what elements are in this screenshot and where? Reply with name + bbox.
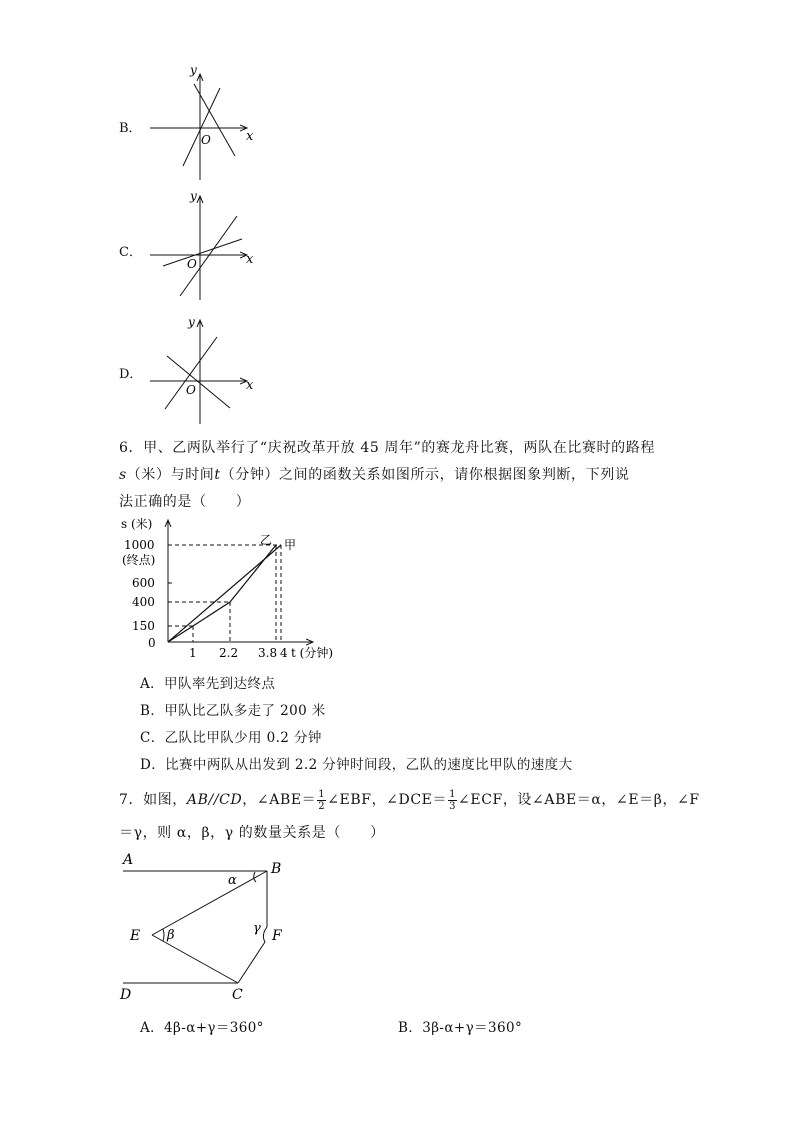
x-label: x (246, 252, 254, 267)
y-tick-150: 150 (132, 619, 155, 633)
x-tick-3-8: 3.8 (258, 646, 278, 660)
segment-ec (152, 935, 238, 983)
option-c-label: C． (119, 245, 142, 260)
frac2-den: 3 (449, 800, 457, 812)
q6-line2 (119, 464, 629, 484)
option-c-graph (145, 188, 265, 303)
q7-parallel: AB//CD (186, 792, 243, 808)
angle-beta-label: β (167, 928, 175, 943)
origin-label: O (201, 133, 211, 147)
q7-line1 (119, 784, 700, 816)
frac2-num: 1 (449, 788, 457, 800)
segment-fc (238, 942, 265, 983)
point-b: B (271, 861, 282, 877)
x-axis-label: t (分钟) (291, 646, 334, 660)
q6-line1: 6．甲、乙两队举行了“庆祝改革开放 45 周年”的赛龙舟比赛，两队在比赛时的路程 (119, 440, 655, 456)
fraction-third (448, 789, 457, 812)
origin-label: O (186, 383, 196, 397)
fraction-half (317, 789, 326, 812)
q7-setup: ，设∠ABE＝α，∠E＝β，∠F (502, 792, 700, 808)
point-c: C (232, 987, 243, 1003)
q7-figure (115, 850, 315, 1005)
x-tick-4: 4 (280, 646, 288, 660)
option-b-graph (145, 62, 265, 182)
point-a: A (123, 852, 134, 868)
origin-label: 0 (148, 636, 156, 650)
x-tick-1: 1 (189, 646, 197, 660)
frac1-num: 1 (318, 788, 326, 800)
vertex-f-curve (263, 927, 267, 942)
y-axis-label: s (米) (121, 517, 153, 531)
y-label: y (190, 189, 197, 203)
angle-alpha-label: α (228, 873, 237, 888)
line-1 (183, 88, 220, 166)
q6-graph (118, 514, 358, 664)
option-d-label: D． (119, 367, 143, 382)
frac1-den: 2 (318, 800, 326, 812)
y-tick-400: 400 (132, 595, 155, 609)
q7-angle-dce: ，∠DCE＝ (371, 792, 448, 808)
q7-line2: ＝γ，则 α，β，γ 的数量关系是（ ） (119, 825, 385, 841)
y-tick-1000: 1000 (124, 538, 155, 552)
y-label: y (188, 315, 195, 329)
series-jia (168, 545, 281, 642)
q6-choice-a[interactable]: A．甲队率先到达终点 (140, 676, 276, 692)
x-label: x (246, 378, 254, 393)
var-t: t (214, 467, 221, 483)
y-label: y (190, 63, 197, 77)
q7-prefix: 7．如图， (119, 792, 187, 808)
origin-label: O (187, 257, 197, 271)
angle-beta-arc (163, 929, 164, 941)
point-f: F (272, 928, 282, 944)
segment-be (152, 871, 267, 935)
label-jia: 甲 (284, 538, 297, 552)
q7-angle-abe: ，∠ABE＝ (242, 792, 317, 808)
q7-angle-ecf: ∠ECF (458, 792, 503, 808)
angle-gamma-label: γ (253, 921, 261, 936)
x-tick-2-2: 2.2 (219, 646, 239, 660)
label-yi: 乙 (260, 533, 273, 547)
line-2 (163, 239, 242, 266)
q7-angle-ebf: ∠EBF (327, 792, 372, 808)
q6-choice-d[interactable]: D．比赛中两队从出发到 2.2 分钟时间段，乙队的速度比甲队的速度大 (140, 757, 573, 773)
q6-line2-a: （米）与时间 (126, 467, 215, 483)
var-s: s (119, 467, 127, 483)
q6-choice-b[interactable]: B．甲队比乙队多走了 200 米 (140, 703, 326, 719)
q7-choice-a[interactable]: A．4β-α+γ＝360° (140, 1020, 264, 1036)
q6-line3: 法正确的是（ ） (119, 494, 251, 510)
option-d-graph (145, 314, 265, 429)
y-end-label: (终点) (122, 553, 156, 567)
x-label: x (246, 129, 254, 144)
point-d: D (120, 987, 132, 1003)
line-2 (165, 337, 217, 409)
q7-choice-b[interactable]: B．3β-α+γ＝360° (398, 1020, 523, 1036)
point-e: E (130, 928, 141, 944)
q6-choice-c[interactable]: C．乙队比甲队少用 0.2 分钟 (140, 730, 322, 746)
option-b-label: B． (119, 121, 142, 136)
q6-line2-b: （分钟）之间的函数关系如图所示，请你根据图象判断，下列说 (220, 467, 630, 483)
line-1 (167, 356, 230, 408)
y-tick-600: 600 (132, 576, 155, 590)
line-1 (180, 216, 237, 296)
